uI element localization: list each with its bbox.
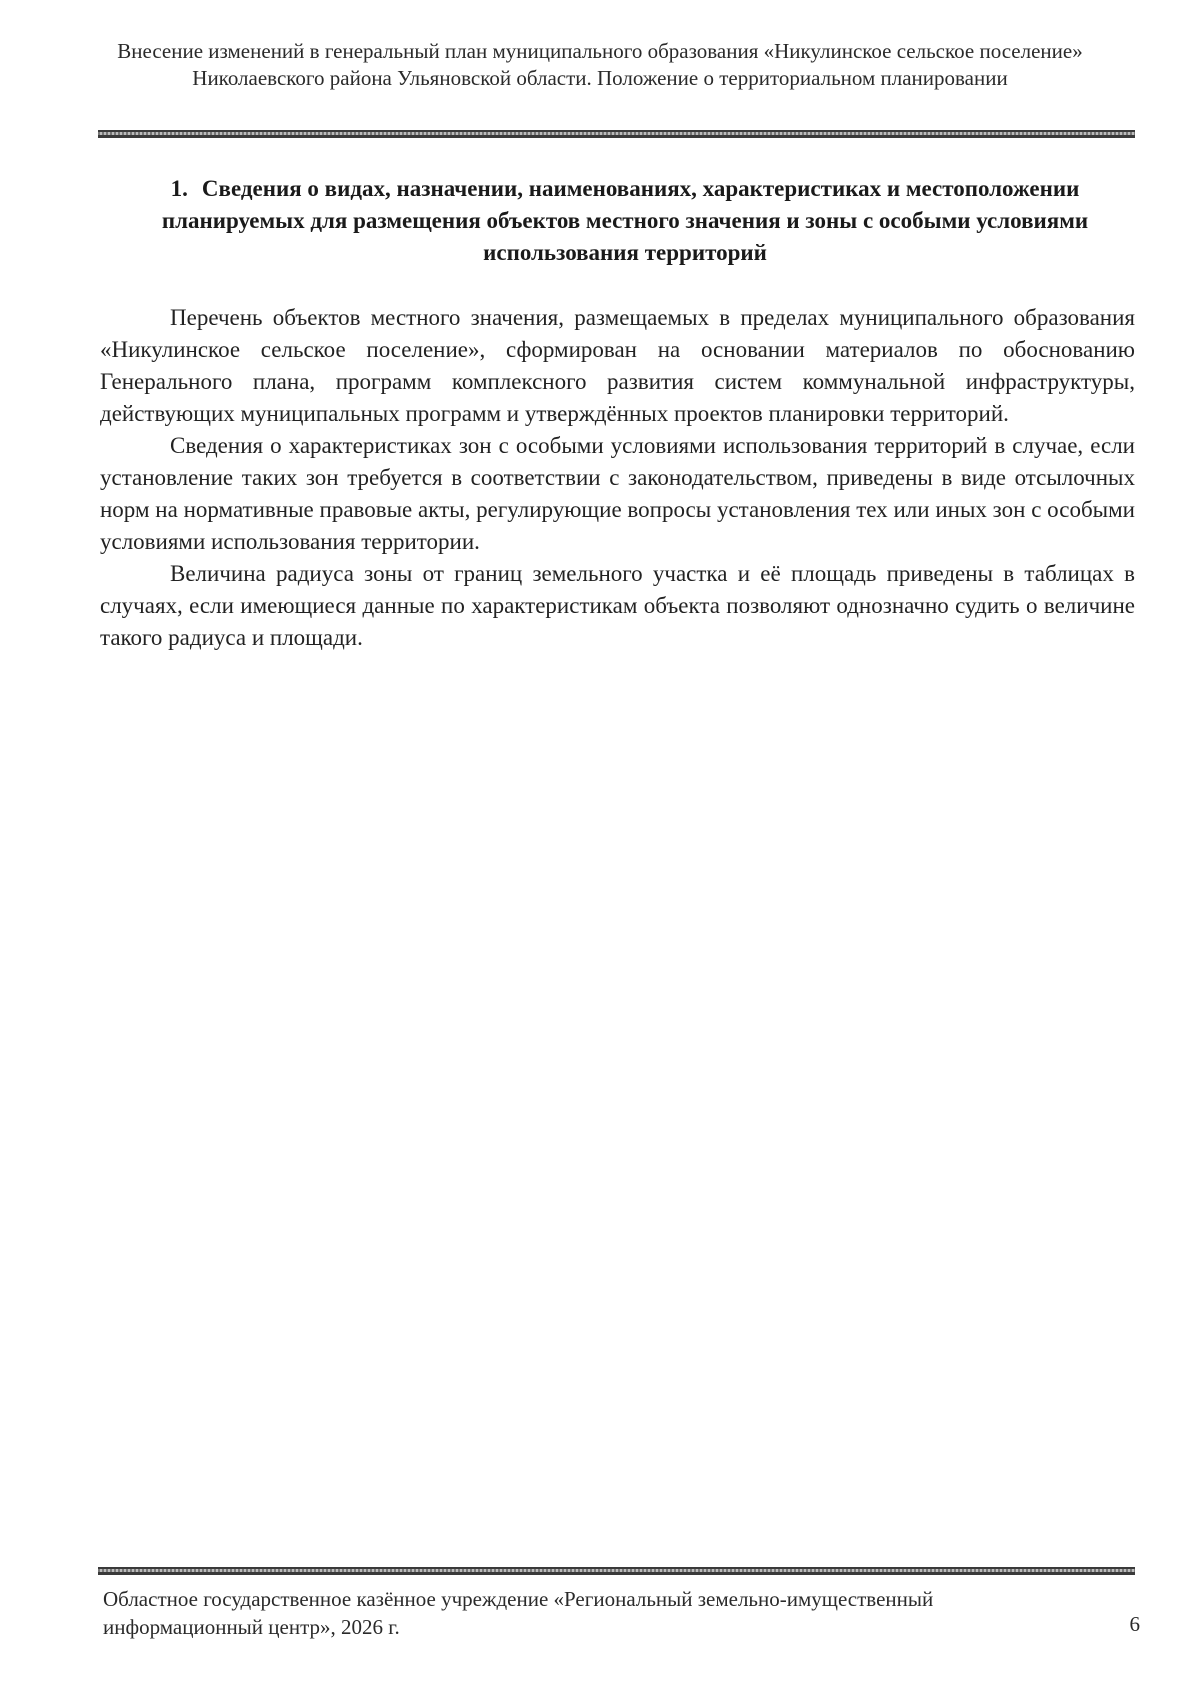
header-divider <box>98 130 1135 138</box>
footer-organization: Областное государственное казённое учреждение «Региональный земельно-имущественный информационный центр», 2026 г. <box>103 1587 934 1639</box>
paragraph-zones-info: Сведения о характеристиках зон с особыми условиями использования территорий в случае, если установление таких зон требуется в соответствии с законодательством, приведены в виде отсылочных норм на нормативные правовые акты, регулирующие вопросы установления тех или иных зон с особыми условиями использования территории. <box>100 433 1135 554</box>
section-heading <box>150 173 1100 269</box>
page-number: 6 <box>1129 1612 1140 1636</box>
running-header: Внесение изменений в генеральный план муниципального образования «Никулинское сельское поселение» Николаевского района Ульяновской области. Положение о территориальном планировании <box>117 39 1083 90</box>
paragraph-zone-radius: Величина радиуса зоны от границ земельного участка и её площадь приведены в таблицах в случаях, если имеющиеся данные по характеристикам объекта позволяют однозначно судить о величине такого радиуса и площади. <box>100 561 1135 650</box>
footer-divider <box>98 1567 1135 1575</box>
body-text <box>100 302 1135 654</box>
paragraph-objects-list: Перечень объектов местного значения, размещаемых в пределах муниципального образования «Никулинское сельское поселение», сформирован на основании материалов по обоснованию Генерального плана, программ комплексного развития систем коммунальной инфраструктуры, действующих муниципальных программ и утверждённых проектов планировки территорий. <box>100 305 1135 426</box>
section-number: 1. <box>170 176 188 201</box>
section-title-text: Сведения о видах, назначении, наименованиях, характеристиках и местоположении планируемых для размещения объектов местного значения и зоны с особыми условиями использования территорий <box>161 176 1089 265</box>
